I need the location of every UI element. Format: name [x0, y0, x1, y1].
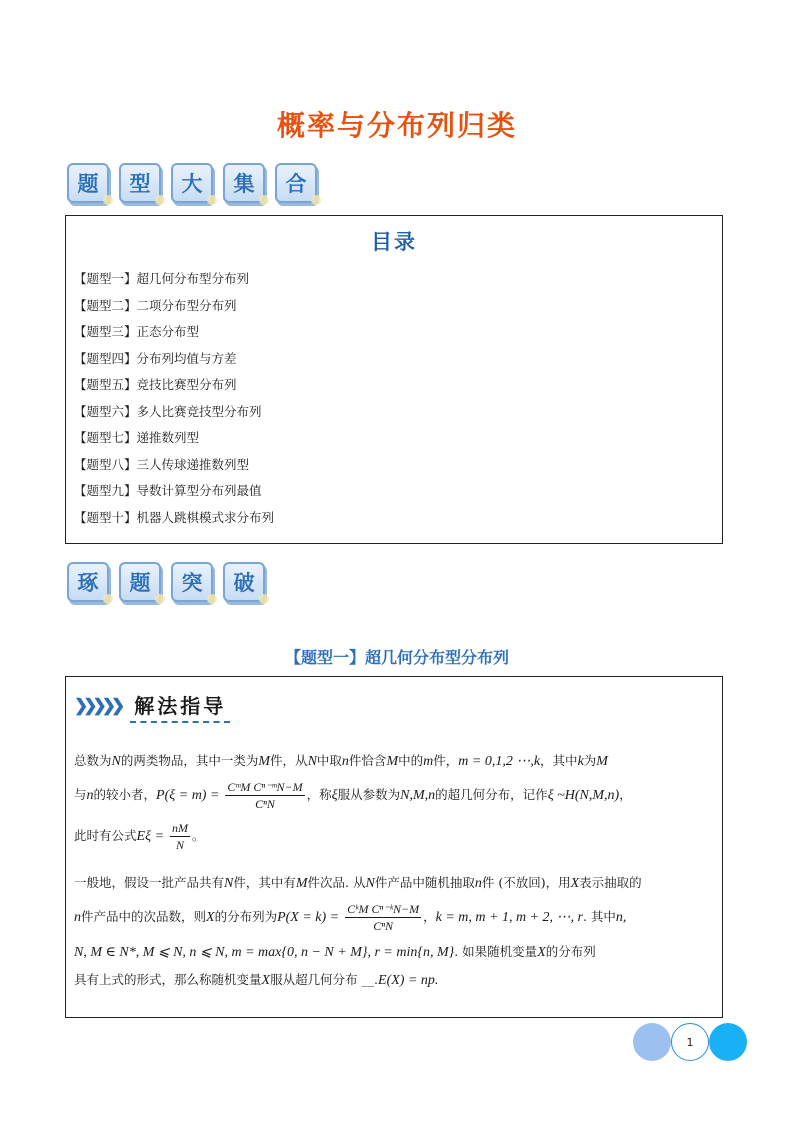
text-line [74, 816, 712, 857]
math: n [74, 910, 81, 925]
math: P(ξ = m) = [156, 788, 220, 803]
guide-title: 解法指导 [130, 690, 230, 723]
badge-char: 突 [171, 562, 213, 602]
math: N,M,n [400, 788, 436, 803]
toc-item[interactable]: 【题型十】机器人跳棋模式求分布列 [74, 509, 275, 525]
toc-item[interactable]: 【题型九】导数计算型分布列最值 [74, 483, 262, 498]
fraction-denominator: CⁿN [373, 919, 393, 933]
math: k [577, 754, 584, 769]
decor-circle [709, 1023, 747, 1061]
math: N [365, 876, 375, 891]
decor-circle [633, 1023, 671, 1061]
method-guide-box [65, 676, 723, 1018]
text-line [74, 747, 712, 775]
math: N [224, 876, 234, 891]
toc-item[interactable]: 【题型七】递推数列型 [74, 430, 200, 445]
text: 中的 [398, 753, 424, 768]
text: . 其中 [582, 909, 616, 924]
toc-item[interactable]: 【题型八】三人传球递推数列型 [74, 456, 250, 472]
text: 为 [583, 753, 597, 768]
badge-char: 型 [119, 163, 161, 203]
toc-heading: 目录 [371, 230, 417, 254]
guide-header [74, 691, 712, 721]
math: n [341, 754, 349, 769]
fraction [225, 781, 304, 810]
math: E(X) = np. [378, 973, 439, 988]
math: M [596, 754, 608, 769]
badge-char: 破 [223, 562, 265, 602]
text-line [74, 775, 712, 816]
text: 的较小者， [93, 787, 157, 802]
math: N [307, 754, 317, 769]
page-number: 1 [671, 1023, 709, 1061]
math: m = 0,1,2 ⋯,k [458, 754, 541, 769]
fraction-numerator: CᵐM Cⁿ⁻ᵐN−M [227, 780, 303, 794]
math: X [261, 973, 271, 988]
text: 件，其中有 [233, 875, 296, 890]
text: 服从超几何分布 __. [270, 972, 379, 987]
toc-item[interactable]: 【题型二】二项分布型分布列 [74, 297, 237, 313]
text: 具有上式的形式，那么称随机变量 [74, 972, 262, 987]
text-line [74, 869, 712, 897]
badge-char: 琢 [67, 562, 109, 602]
paragraph-hypergeometric-definition [74, 747, 712, 857]
paragraph-general-case [74, 869, 712, 994]
text: 的两类物品，其中一类为 [120, 753, 259, 768]
text-line [74, 938, 712, 966]
text: 件 (不放回)，用 [481, 875, 571, 890]
math: P(X = k) = [277, 910, 340, 925]
math: k = m, m + 1, m + 2, ⋯, r [435, 910, 583, 925]
math: X [537, 945, 546, 960]
text: 总数为 [74, 753, 112, 768]
text: . 如果随机变量 [454, 944, 538, 959]
badge-char: 题 [67, 163, 109, 203]
badge-char: 集 [223, 163, 265, 203]
math: M [386, 754, 399, 769]
text-line [74, 897, 712, 938]
toc-item[interactable]: 【题型三】正态分布型 [74, 324, 200, 339]
text: 一般地，假设一批产品共有 [74, 875, 225, 890]
toc-list [66, 266, 722, 531]
text-line [74, 966, 712, 994]
fraction [345, 903, 421, 932]
badge-char: 题 [119, 562, 161, 602]
text: ，其中 [540, 753, 578, 768]
toc-item[interactable]: 【题型一】超几何分布型分布列 [74, 271, 250, 286]
fraction [170, 822, 190, 851]
text: 件次品. 从 [307, 875, 366, 890]
math: M [258, 754, 271, 769]
text: ， [619, 787, 632, 802]
badge-row-breakthrough [67, 562, 265, 602]
fraction-denominator: CⁿN [255, 797, 275, 811]
text: 件，从 [270, 753, 308, 768]
badge-row-question-types [67, 163, 317, 203]
math: Eξ = [136, 829, 165, 844]
math: ξ ~H(N,M,n) [547, 788, 620, 803]
math: N [111, 754, 121, 769]
math: n, [615, 910, 627, 925]
text: 件产品中的次品数，则 [81, 909, 207, 924]
text: 服从参数为 [337, 787, 401, 802]
toc-item[interactable]: 【题型五】竞技比赛型分布列 [74, 377, 237, 392]
fraction-denominator: N [175, 838, 184, 852]
badge-char: 大 [171, 163, 213, 203]
text: 件产品中随机抽取 [374, 875, 475, 890]
fraction-numerator: CᵏM Cⁿ⁻ᵏN−M [347, 902, 420, 916]
math: n [474, 876, 482, 891]
table-of-contents [65, 215, 723, 544]
math: X [206, 910, 215, 925]
math: M [295, 876, 308, 891]
math: m [423, 754, 434, 769]
document-title: 概率与分布列归类 [276, 109, 517, 142]
text: 表示抽取的 [579, 875, 642, 890]
section-heading: 【题型一】超几何分布型分布列 [284, 648, 509, 667]
math: n [86, 788, 94, 803]
text: 中取 [316, 753, 342, 768]
toc-item[interactable]: 【题型四】分布列均值与方差 [74, 350, 237, 366]
text: 的分布列为 [214, 909, 278, 924]
text: 件恰含 [348, 753, 387, 768]
text: 的超几何分布，记作 [435, 787, 548, 802]
text: 件， [433, 753, 459, 768]
toc-item[interactable]: 【题型六】多人比赛竞技型分布列 [74, 403, 262, 419]
page-number-indicator [633, 1022, 747, 1062]
math: X [570, 876, 580, 891]
badge-char: 合 [275, 163, 317, 203]
text: 此时有公式 [74, 828, 137, 843]
math: ξ [331, 788, 338, 803]
text: ， [423, 909, 436, 924]
text: 与 [74, 787, 87, 802]
text: 的分布列 [545, 944, 596, 959]
double-chevron-icon: ❯❯❯❯❯ [74, 696, 121, 716]
math: N, M ∈ N*, M ⩽ N, n ⩽ N, m = max{0, n − N + M}, r = min{n, M} [74, 945, 455, 960]
text: ，称 [306, 787, 332, 802]
fraction-numerator: nM [172, 821, 188, 835]
text: 。 [192, 828, 205, 843]
